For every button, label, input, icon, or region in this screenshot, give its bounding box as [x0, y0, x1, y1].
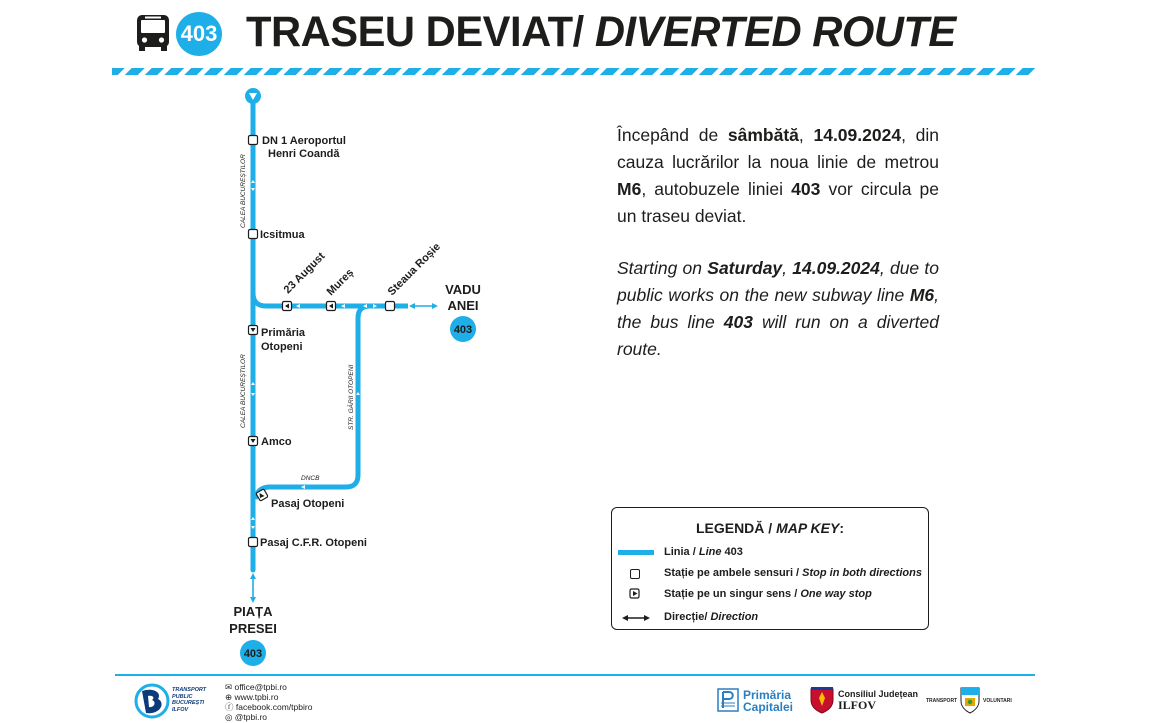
contact-email-text: office@tpbi.ro [234, 682, 287, 692]
legend-line-swatch [618, 550, 654, 555]
stop-label-pasaj-cfr: Pasaj C.F.R. Otopeni [260, 537, 367, 549]
legend-dir-ro: Direcție/ [664, 611, 711, 623]
street-label-calea-top: CALEA BUCUREȘTILOR [240, 154, 247, 228]
title-en: DIVERTED ROUTE [583, 8, 956, 56]
legend-stop-both-icon [630, 569, 640, 579]
description-segment: Saturday [707, 258, 783, 278]
pc-text-2: Capitalei [743, 700, 794, 714]
legend-title [612, 520, 928, 536]
primaria-capitalei-logo-icon [717, 688, 739, 712]
primaria-capitalei-text [743, 689, 793, 713]
stop-label-dn1-2: Henri Coandă [268, 148, 340, 160]
legend-title-ro: LEGENDĂ / [695, 520, 777, 536]
transport-voluntari-text-left: TRANSPORT [926, 698, 958, 704]
pc-text-1: Primăria [743, 688, 792, 702]
contact-facebook-text: facebook.com/tpbiro [235, 702, 313, 712]
description-segment: , autobuzele liniei [641, 179, 792, 199]
globe-icon: ⊕ [225, 692, 235, 702]
consiliul-judetean-text [838, 689, 918, 711]
street-label-dncb: DNCB [301, 475, 320, 482]
legend-box [611, 507, 929, 630]
description-segment: , [798, 125, 814, 145]
description-segment: , din cauza lucrărilor la noua linie de metrou [617, 125, 939, 172]
description-segment: , the bus line [617, 285, 939, 332]
description-segment: 14.09.2024 [813, 125, 902, 145]
description-en [617, 255, 939, 363]
piata-badge-number: 403 [243, 648, 263, 660]
stop-label-mures: Mureș [324, 266, 357, 299]
line-number-badge: 403 [176, 12, 222, 56]
description-segment: 403 [791, 179, 821, 199]
street-label-str-garii: STR. GĂRII OTOPENI [348, 364, 355, 430]
cj-text-1: Consiliul Județean [838, 689, 919, 699]
tpbi-text-1: TRANSPORT [172, 687, 207, 693]
legend-both-ro: Stație pe ambele sensuri / [664, 567, 803, 579]
description-segment: 403 [723, 312, 753, 332]
stop-icon-pasaj-cfr [249, 538, 258, 547]
legend-one-way-icon [629, 588, 641, 600]
terminal-label-piata-1: PIAȚA [233, 604, 273, 619]
stop-icon-icsitmua [249, 230, 258, 239]
ilfov-coat-of-arms-icon [809, 686, 835, 714]
stop-icon-dn1 [249, 136, 258, 145]
legend-title-en: MAP KEY [776, 520, 840, 536]
legend-row-both [664, 567, 922, 579]
contacts [225, 682, 312, 722]
description-segment: sâmbătă [727, 125, 799, 145]
mail-icon: ✉ [225, 682, 235, 692]
stop-label-dn1-1: DN 1 Aeroportul [262, 135, 346, 147]
vadu-badge-number: 403 [453, 324, 473, 336]
contact-email[interactable] [225, 682, 312, 692]
stop-label-23august: 23 August [281, 250, 328, 297]
terminal-label-vadu-2: ANEI [447, 298, 479, 313]
legend-line-en: Line [698, 546, 722, 558]
legend-row-line [664, 546, 743, 558]
legend-title-colon: : [839, 520, 845, 536]
legend-one-en: One way stop [800, 588, 872, 600]
stop-label-amco: Amco [261, 436, 292, 448]
stop-icon-steaua [386, 302, 395, 311]
contact-facebook[interactable] [225, 702, 312, 712]
legend-line-num: 403 [721, 546, 743, 558]
facebook-icon: ⓕ [225, 702, 236, 712]
tpbi-text-4: ILFOV [172, 706, 189, 713]
tpbi-text-3: BUCUREȘTI [172, 700, 205, 706]
description-segment: will run on a diverted route. [617, 312, 939, 359]
contact-handle[interactable] [225, 712, 312, 722]
description-segment: , due to public works on the new subway line [617, 258, 939, 305]
one-way-stop-icon-23august [283, 302, 292, 311]
street-label-calea-bottom: CALEA BUCUREȘTILOR [240, 354, 247, 428]
tpbi-logo-icon [132, 683, 172, 719]
stop-label-icsitmua: Icsitmua [260, 229, 305, 241]
instagram-icon: ◎ [225, 712, 235, 722]
transport-voluntari-text-right: VOLUNTARI [983, 698, 1012, 704]
legend-row-one-way [664, 588, 872, 600]
one-way-stop-icon-primaria [249, 326, 258, 335]
description-segment: 14.09.2024 [792, 258, 880, 278]
footer-line [115, 674, 1035, 676]
stop-label-steaua: Steaua Roșie [385, 240, 443, 299]
description-segment: vor circula pe un traseu deviat. [617, 179, 939, 226]
one-way-stop-icon-mures [327, 302, 336, 311]
contact-web[interactable] [225, 692, 312, 702]
contact-handle-text: @tpbi.ro [234, 712, 268, 722]
legend-both-en: Stop in both directions [802, 567, 922, 579]
contact-web-text: www.tpbi.ro [234, 692, 279, 702]
tpbi-logo-text [172, 687, 206, 713]
description-segment: , [782, 258, 793, 278]
description-segment: Începând de [617, 125, 728, 145]
legend-direction-icon [622, 614, 650, 622]
legend-one-ro: Stație pe un singur sens / [664, 588, 801, 600]
terminal-label-piata-2: PRESEI [229, 621, 277, 636]
legend-row-direction [664, 611, 758, 623]
transport-voluntari-logo-icon [959, 686, 981, 714]
one-way-stop-icon-amco [249, 437, 258, 446]
terminal-label-vadu-1: VADU [445, 282, 481, 297]
cj-text-2: ILFOV [838, 698, 877, 712]
description-ro [617, 122, 939, 230]
description-segment: M6 [909, 285, 935, 305]
description-segment: M6 [617, 179, 642, 199]
legend-dir-en: Direction [710, 611, 759, 623]
stop-label-primaria-1: Primăria [261, 327, 306, 339]
description-segment: Starting on [617, 258, 708, 278]
title-ro: TRASEU DEVIAT/ [246, 8, 584, 56]
legend-line-ro: Linia / [664, 546, 699, 558]
stop-label-pasaj-otopeni: Pasaj Otopeni [271, 498, 345, 510]
stop-label-primaria-2: Otopeni [261, 341, 303, 353]
tpbi-text-2: PUBLIC [172, 693, 193, 700]
